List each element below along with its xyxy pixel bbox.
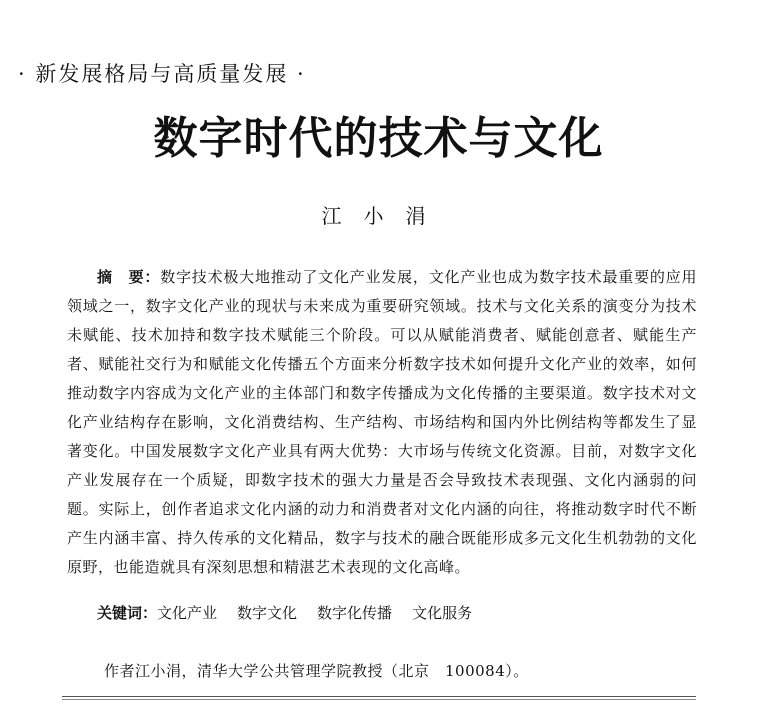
author-footnote: 作者江小涓，清华大学公共管理学院教授（北京 100084）。 <box>104 662 529 680</box>
keywords <box>97 602 492 623</box>
abstract-label: 摘 要： <box>97 268 161 286</box>
keyword-item: 文化产业 <box>157 604 218 622</box>
abstract <box>67 263 697 582</box>
author-name: 江小涓 <box>321 204 448 228</box>
keyword-item: 数字化传播 <box>317 604 393 622</box>
keyword-item: 文化服务 <box>412 604 473 622</box>
keywords-label: 关键词： <box>97 604 158 622</box>
abstract-text: 数字技术极大地推动了文化产业发展，文化产业也成为数字技术最重要的应用领域之一，数字文化产业的现状与未来成为重要研究领域。技术与文化关系的演变分为技术未赋能、技术加持和数字技术赋能三个阶段。可以从赋能消费者、赋能创意者、赋能生产者、赋能社交行为和赋能文化传播五个方面来分析数字技术如何提升文化产业的效率，如何推动数字内容成为文化产业的主体部门和数字传播成为文化传播的主要渠道。数字技术对文化产业结构存在影响，文化消费结构、生产结构、市场结构和国内外比例结构等都发生了显著变化。中国发展数字文化产业具有两大优势：大市场与传统文化资源。目前，对数字文化产业发展存在一个质疑，即数字技术的强大力量是否会导致技术表现强、文化内涵弱的问题。实际上，创作者追求文化内涵的动力和消费者对文化内涵的向往，将推动数字时代不断产生内涵丰富、持久传承的文化精品，数字与技术的融合既能形成多元文化生机勃勃的文化原野，也能造就具有深刻思想和精湛艺术表现的文化高峰。 <box>67 268 697 576</box>
page-bottom-rule <box>62 696 696 697</box>
column-tag: · 新发展格局与高质量发展 · <box>18 62 306 86</box>
article-title: 数字时代的技术与文化 <box>153 113 604 164</box>
keyword-item: 数字文化 <box>237 604 298 622</box>
page-bottom-rule-secondary <box>62 699 696 700</box>
